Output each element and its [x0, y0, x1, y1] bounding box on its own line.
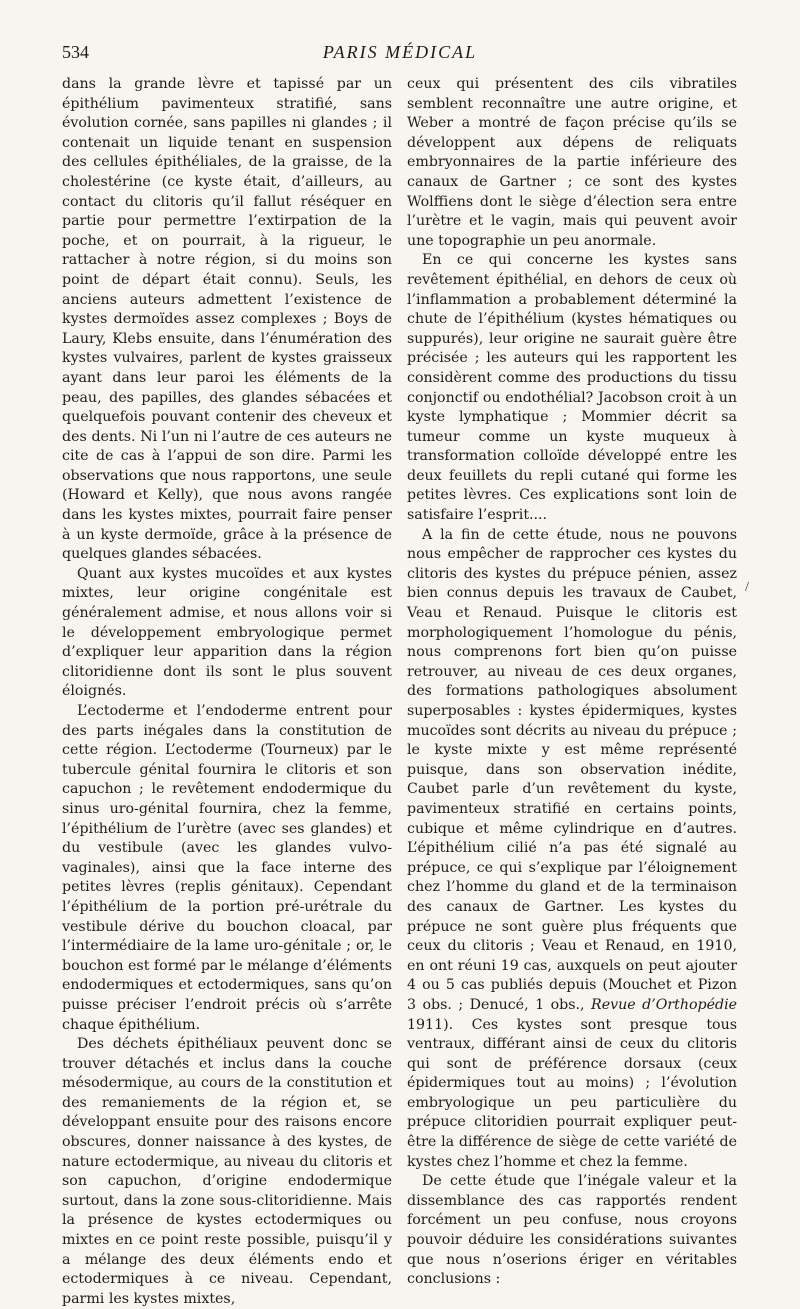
paragraph: Des déchets épithéliaux peuvent donc se trouver détachés et inclus dans la couche mésodermique, au cours de la constitution et des remaniements de la région et, se développant ensuite pour des raisons encore obscures, donner naissance à des kystes, de nature ectodermique, au niveau du clitoris et son capuchon, d’origine endodermique surtout, dans la zone sous-clitoridienne. Mais la présence de kystes ectodermiques ou mixtes en ce point reste possible, puisqu’il y a mélange des deux éléments endo et ectodermiques à ce niveau. Cependant, parmi les kystes mixtes,	[62, 1036, 392, 1307]
journal-title: Revue d’Orthopédie	[591, 996, 738, 1013]
left-column	[62, 75, 392, 1309]
paragraph-text: A la fin de cette étude, nous ne pouvons nous empêcher de rapprocher ces kystes du clitoris des kystes du prépuce pénien, assez bien connus depuis les travaux de Caubet, Veau et Renaud. Puisque le clitoris est morphologiquement l’homologue du pénis, nous comprenons fort bien qu’on puisse retrouver, au niveau de ces deux organes, des formations pathologiques absolument superposables : kystes épidermiques, kystes mucoïdes sont décrits au niveau du prépuce ; le kyste mixte y est même représenté puisque, dans son observation inédite, Caubet parle d’un revêtement du kyste, pavimenteux stratifié en certains points, cubique et même cylindrique en d’autres. L’épithélium cilié n’a pas été signalé au prépuce, ce qui s’explique par l’éloignement chez l’homme du gland et de la terminaison des canaux de Gartner. Les kystes du prépuce ne sont guère plus fréquents que ceux du clitoris ; Veau et Renaud, en 1910, en ont réuni 19 cas, auxquels on peut ajouter 4 ou 5 cas publiés depuis (Mouchet et Pizon 3 obs. ; Denucé, 1 obs.,	[407, 526, 737, 1013]
paragraph: dans la grande lèvre et tapissé par un épithélium pavimenteux stratifié, sans évolution cornée, sans papilles ni glandes ; il contenait un liquide tenant en suspension des cellules épithéliales, de la graisse, de la cholestérine (ce kyste était, d’ailleurs, au contact du clitoris qu’il fallut réséquer en partie pour permettre l’extirpation de la poche, et on pourrait, à la rigueur, le rattacher à notre région, si du moins son point de départ était connu). Seuls, les anciens auteurs admettent l’existence de kystes dermoïdes assez complexes ; Boys de Laury, Klebs ensuite, dans l’énumération des kystes vulvaires, parlent de kystes graisseux ayant dans leur paroi les éléments de la peau, des papilles, des glandes sébacées et quelquefois pouvant contenir des cheveux et des dents. Ni l’un ni l’autre de ces auteurs ne cite de cas à l’appui de son dire. Parmi les observations que nous rapportons, une seule (Howard et Kelly), que nous avons rangée dans les kystes mixtes, pourrait faire penser à un kyste dermoïde, grâce à la présence de quelques glandes sébacées.	[62, 76, 392, 563]
paragraph-text: 1911). Ces kystes sont presque tous ventraux, différant ainsi de ceux du clitoris qui sont de préférence dorsaux (ceux épidermiques tout au moins) ; l’évolution embryologique un peu particulière du prépuce clitoridien pourrait expliquer peut-être la différence de siège de cette variété de kystes chez l’homme et chez la femme.	[407, 1016, 737, 1170]
paragraph: L’ectoderme et l’endoderme entrent pour des parts inégales dans la constitution de cette région. L’ectoderme (Tourneux) par le tubercule génital fournira le clitoris et son capuchon ; le revêtement endodermique du sinus uro-génital fournira, chez la femme, l’épithélium de l’urètre (avec ses glandes) et du vestibule (avec les glandes vulvo-vaginales), ainsi que la face interne des petites lèvres (replis génitaux). Cependant l’épithélium de la portion pré-urétrale du vestibule dérive du bouchon cloacal, par l’intermédiaire de la lame uro-génitale ; or, le bouchon est formé par le mélange d’éléments endodermiques et ectodermiques, sans qu’on puisse préciser l’endroit précis où s’arrête chaque épithélium.	[62, 703, 392, 1033]
paragraph: En ce qui concerne les kystes sans revêtement épithélial, en dehors de ceux où l’inflammation a probablement déterminé la chute de l’épithélium (kystes hématiques ou suppurés), leur origine ne saurait guère être précisée ; les auteurs qui les rapportent les considèrent comme des productions du tissu conjonctif ou endothélial? Jacobson croit à un kyste lymphatique ; Mommier décrit sa tumeur comme un kyste muqueux à transformation colloïde développé entre les deux feuillets du repli cutané qui forme les petites lèvres. Ces explications sont loin de satisfaire l’esprit....	[407, 252, 737, 524]
right-column	[407, 75, 737, 1290]
paragraph: Quant aux kystes mucoïdes et aux kystes mixtes, leur origine congénitale est généralement admise, et nous allons voir si le développement embryologique permet d’expliquer leur apparition dans la région clitoridienne dont ils sont le plus souvent éloignés.	[62, 565, 392, 700]
paragraph: De cette étude que l’inégale valeur et la dissemblance des cas rapportés rendent forcément un peu confuse, nous croyons pouvoir déduire les considérations suivantes que nous n’oserions ériger en véritables conclusions :	[407, 1173, 737, 1288]
running-title: PARIS MÉDICAL	[322, 42, 478, 62]
paragraph: ceux qui présentent des cils vibratiles semblent reconnaître une autre origine, et Weber a montré de façon précise qu’ils se développent aux dépens de reliquats embryonnaires de la partie inférieure des canaux de Gartner ; ce sont des kystes Wolffiens dont le siège d’élection sera entre l’urètre et le vagin, mais qui peuvent avoir une topographie un peu anormale.	[407, 76, 737, 249]
page-number: 534	[62, 42, 89, 62]
margin-mark: /	[745, 580, 749, 595]
paragraph	[407, 526, 737, 1173]
